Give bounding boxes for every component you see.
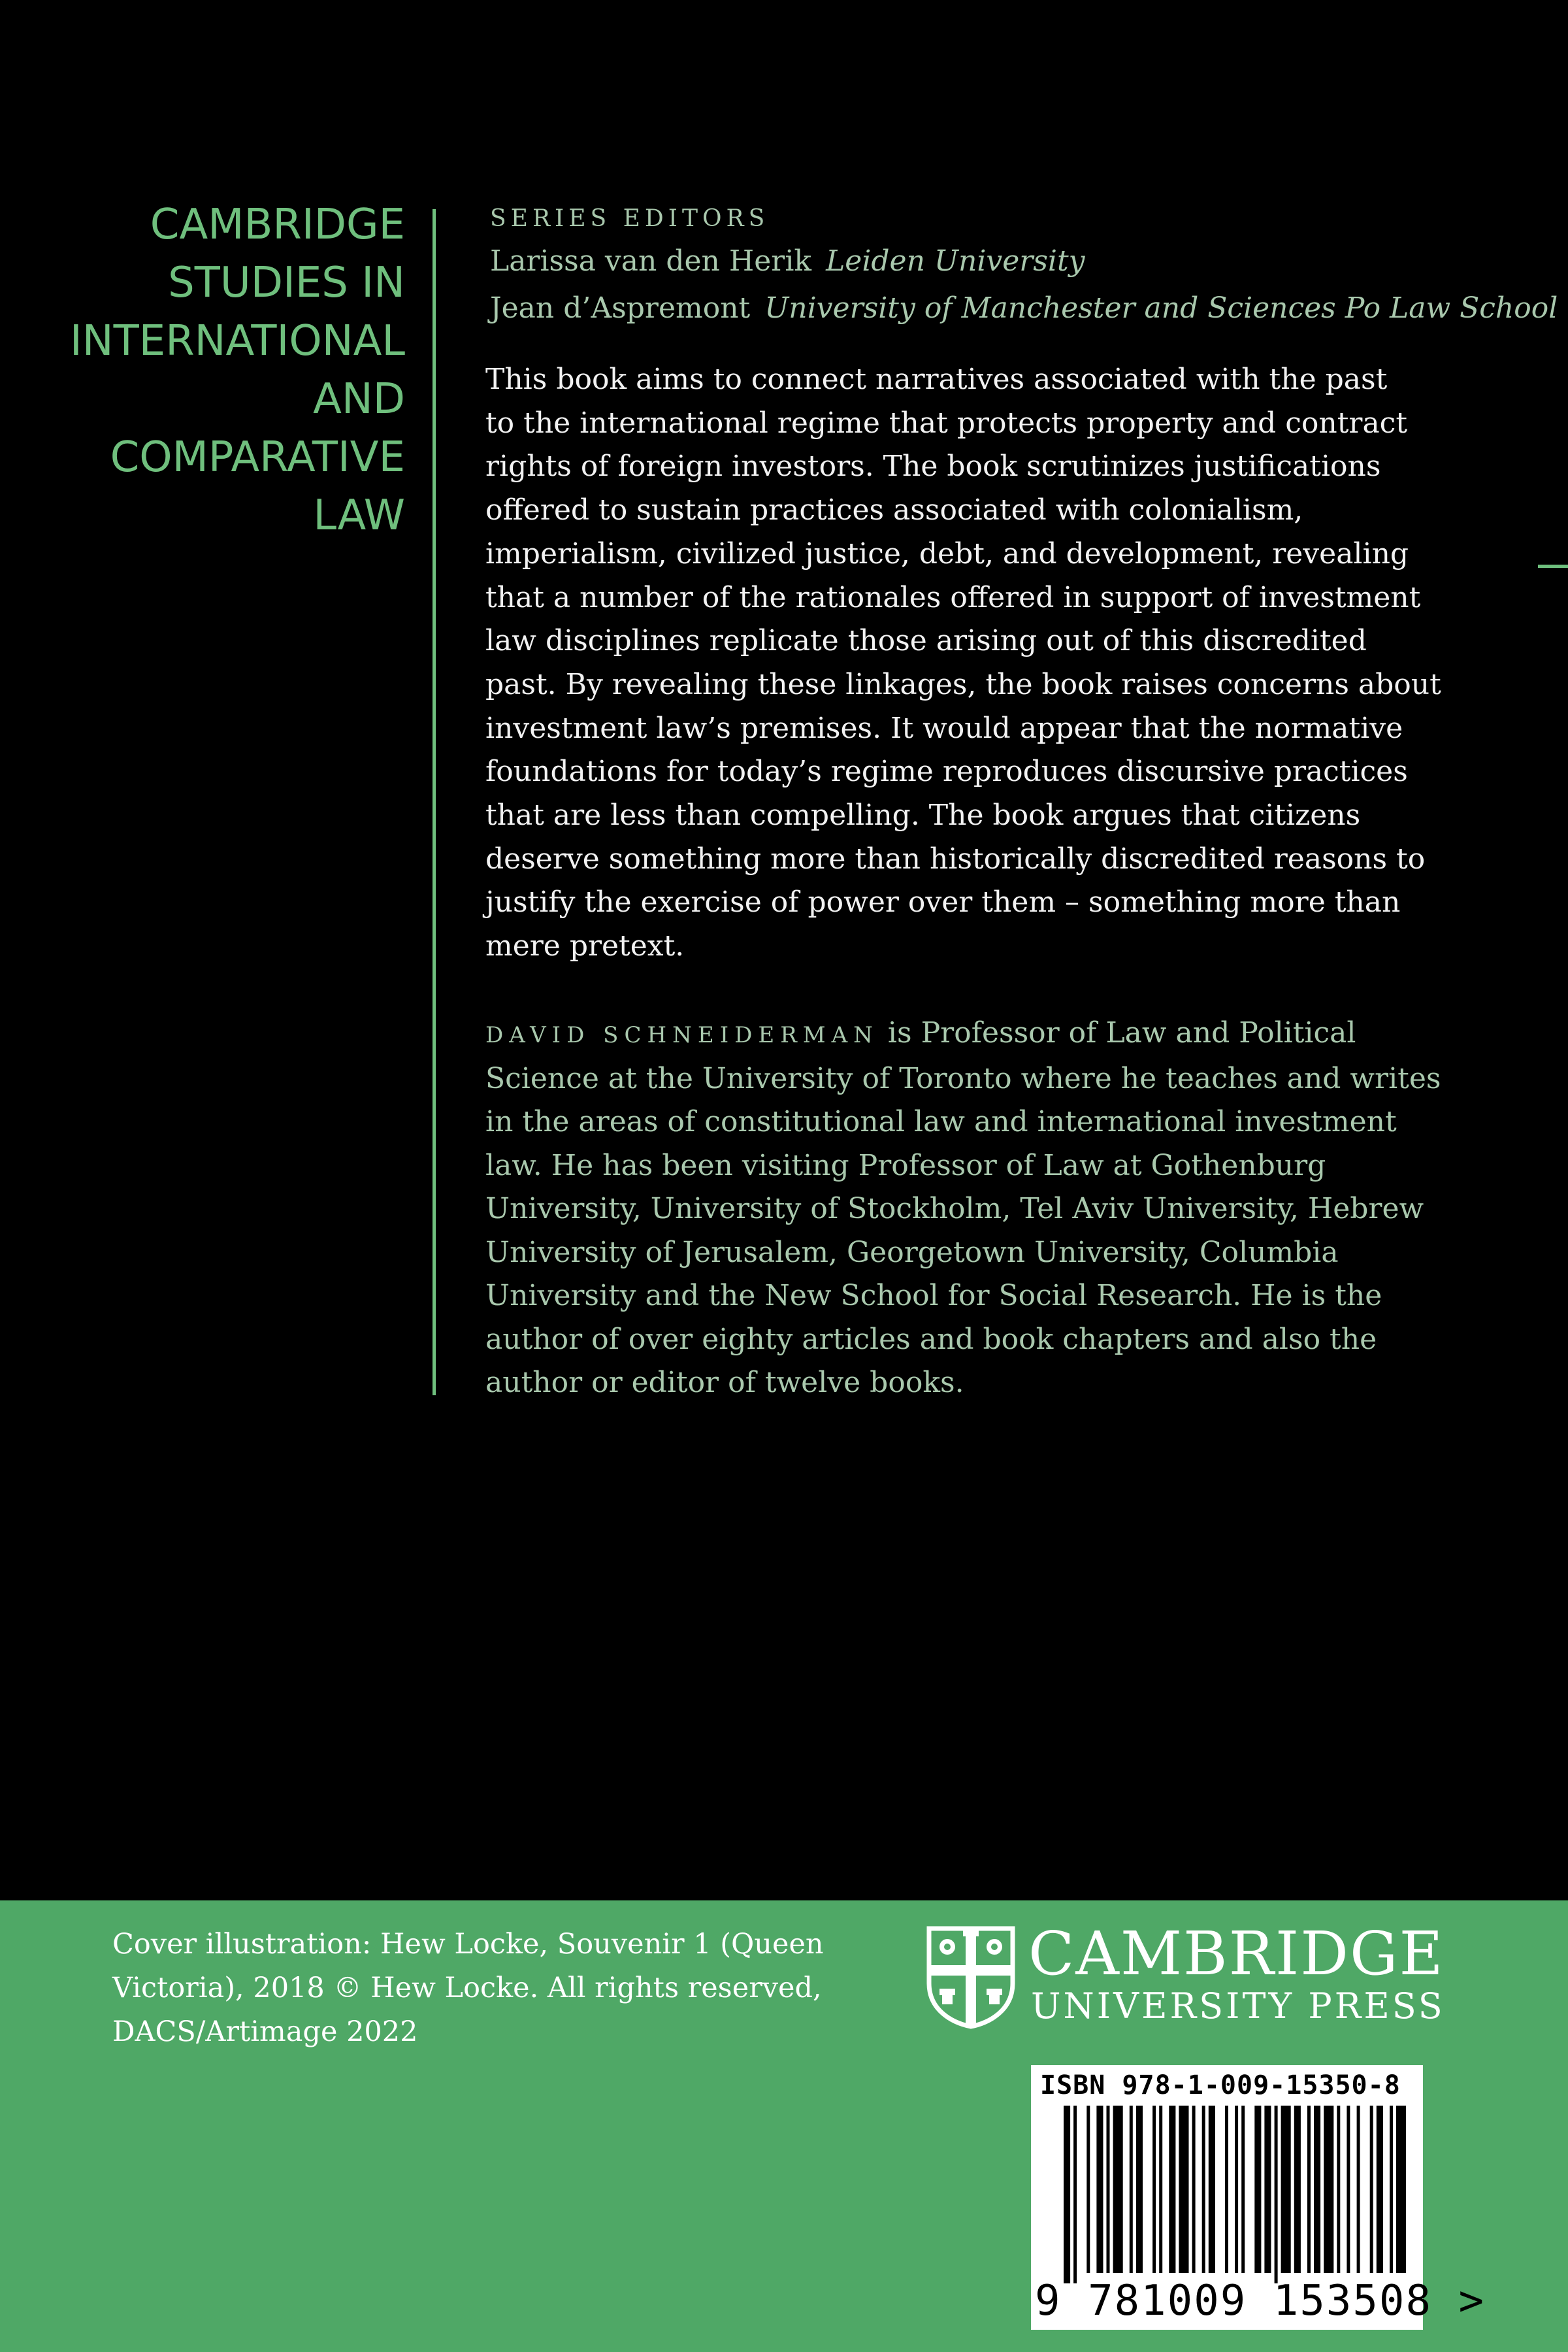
blurb-line: investment law’s premises. It would appear that the normative	[485, 711, 1403, 745]
blurb-line: to the international regime that protects property and contract	[485, 406, 1408, 440]
editor-name: Larissa van den Herik	[490, 244, 812, 278]
series-title-line: COMPARATIVE	[110, 433, 405, 482]
editor-name: Jean d’Aspremont	[490, 291, 751, 325]
barcode-digits: 9 781009 153508 >	[1035, 2277, 1486, 2325]
blurb-line: rights of foreign investors. The book scrutinizes justifications	[485, 450, 1381, 484]
blurb-line: that are less than compelling. The book argues that citizens	[485, 799, 1361, 833]
credit-line: Victoria), 2018 © Hew Locke. All rights reserved,	[112, 1972, 822, 2004]
isbn-label: ISBN 978-1-009-15350-8	[1040, 2070, 1401, 2100]
blurb-line: foundations for today’s regime reproduces discursive practices	[485, 755, 1408, 789]
series-title-line: LAW	[313, 491, 405, 540]
vertical-divider	[433, 209, 436, 1395]
blurb-line: that a number of the rationales offered in support of investment	[485, 580, 1421, 614]
blurb-line: imperialism, civilized justice, debt, and development, revealing	[485, 537, 1409, 571]
series-editor	[490, 244, 1085, 278]
cover-credit	[112, 1923, 824, 2054]
series-title-line: STUDIES IN	[168, 259, 405, 307]
blurb-line: law disciplines replicate those arising out of this discredited	[485, 624, 1367, 658]
publisher-name: CAMBRIDGE	[1028, 1919, 1445, 1989]
blurb-line: offered to sustain practices associated with colonialism,	[485, 493, 1303, 527]
series-editor	[490, 291, 1558, 325]
book-blurb	[485, 358, 1544, 969]
series-editors-heading: SERIES EDITORS	[490, 205, 770, 232]
blurb-line: mere pretext.	[485, 929, 685, 963]
editor-institution: Leiden University	[826, 244, 1085, 278]
blurb-line: justify the exercise of power over them – something more than	[485, 886, 1401, 919]
bio-line: University of Jerusalem, Georgetown University, Columbia	[485, 1235, 1339, 1269]
bio-line: in the areas of constitutional law and international investment	[485, 1105, 1397, 1138]
editor-institution: University of Manchester and Sciences Po Law School	[764, 291, 1558, 325]
publisher-subtitle: UNIVERSITY PRESS	[1031, 1985, 1445, 2027]
blurb-line: deserve something more than historically discredited reasons to	[485, 842, 1426, 876]
series-title-line: CAMBRIDGE	[150, 201, 405, 249]
blurb-line: past. By revealing these linkages, the book raises concerns about	[485, 667, 1441, 701]
series-title	[39, 196, 405, 545]
bio-line: University and the New School for Social Research. He is the	[485, 1279, 1382, 1312]
cambridge-shield-icon	[925, 1925, 1017, 2029]
bio-line: Science at the University of Toronto where he teaches and writes	[485, 1061, 1441, 1095]
bio-line: author or editor of twelve books.	[485, 1366, 964, 1399]
bio-first-line	[485, 1012, 1544, 1057]
barcode	[1031, 2065, 1486, 2330]
author-name: DAVID SCHNEIDERMAN	[485, 1022, 879, 1048]
bio-line: author of over eighty articles and book chapters and also the	[485, 1322, 1377, 1356]
credit-line: Cover illustration: Hew Locke, Souvenir 1 (Queen	[112, 1928, 824, 1961]
credit-line: DACS/Artimage 2022	[112, 2015, 418, 2048]
series-title-line: INTERNATIONAL	[69, 317, 405, 365]
series-title-line: AND	[313, 375, 405, 423]
bio-line-rest: is Professor of Law and Political	[878, 1016, 1356, 1050]
blurb-line: This book aims to connect narratives associated with the past	[485, 363, 1388, 396]
bio-line: law. He has been visiting Professor of Law at Gothenburg	[485, 1148, 1326, 1182]
bio-line: University, University of Stockholm, Tel Aviv University, Hebrew	[485, 1192, 1424, 1225]
author-bio	[485, 1012, 1544, 1405]
